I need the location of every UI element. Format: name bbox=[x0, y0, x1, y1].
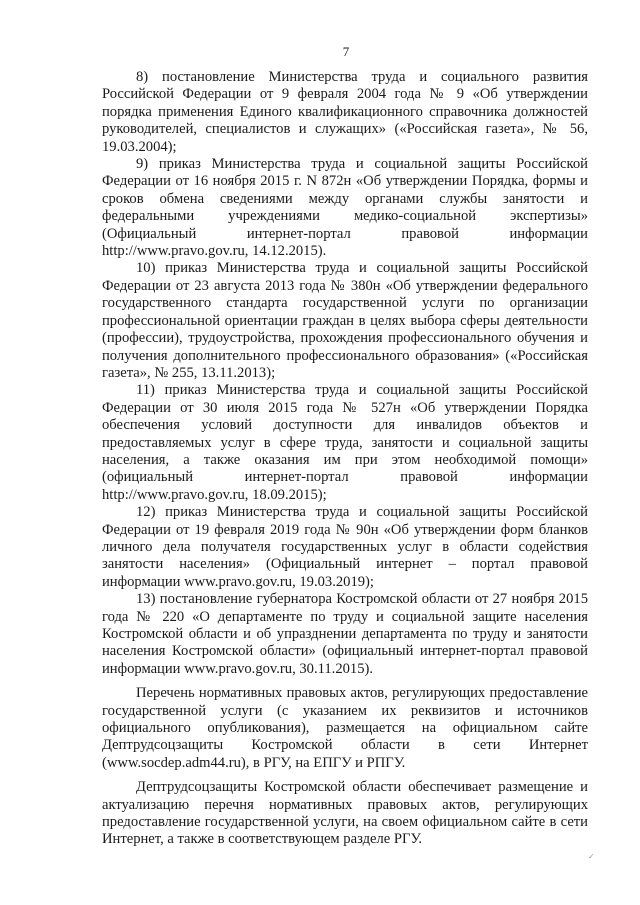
scan-mark: ✓ bbox=[588, 852, 595, 861]
paragraph-item-12: 12) приказ Министерства труда и социальной защиты Российской Федерации от 19 февраля 2019 года № 90н «Об утверждении форм бланков личного дела получателя государственных услуг в области содействия занятости населения» (Официальный интернет – портал правовой информации www.pravo.gov.ru, 19.03.2019); bbox=[102, 504, 588, 590]
paragraph-list-publication: Перечень нормативных правовых актов, регулирующих предоставление государственной услуги (с указанием их реквизитов и источников официального опубликования), размещается на официальном сайте Дептрудсоцзащиты Костромской области в сети Интернет (www.socdep.adm44.ru), в РГУ, на ЕПГУ и РПГУ. bbox=[102, 685, 588, 771]
paragraph-item-10: 10) приказ Министерства труда и социальной защиты Российской Федерации от 23 августа 2013 года № 380н «Об утверждении федерального государственного стандарта государственной услуги по организации профессиональной ориентации граждан в целях выбора сферы деятельности (профессии), трудоустройства, прохождения профессионального обучения и получения дополнительного профессионального образования» («Российская газета», № 255, 13.11.2013); bbox=[102, 260, 588, 381]
paragraph-item-13: 13) постановление губернатора Костромской области от 27 ноября 2015 года № 220 «О департаменте по труду и социальной защите населения Костромской области и об упразднении департамента по труду и занятости населения Костромской области» (официальный интернет-портал правовой информации www.pravo.gov.ru, 30.11.2015). bbox=[102, 591, 588, 677]
paragraph-item-11: 11) приказ Министерства труда и социальной защиты Российской Федерации от 30 июля 2015 года № 527н «Об утверждении Порядка обеспечения условий доступности для инвалидов объектов и предоставляемых услуг в сфере труда, занятости и социальной защиты населения, а также оказания им при этом необходимой помощи» (официальный интернет-портал правовой информации http://www.pravo.gov.ru, 18.09.2015); bbox=[102, 382, 588, 503]
paragraph-item-9: 9) приказ Министерства труда и социальной защиты Российской Федерации от 16 ноября 2015 г. N 872н «Об утверждении Порядка, формы и сроков обмена сведениями между органами службы занятости и федеральными учреждениями медико-социальной экспертизы» (Официальный интернет-портал правовой информации http://www.pravo.gov.ru, 14.12.2015). bbox=[102, 156, 588, 260]
paragraph-item-8: 8) постановление Министерства труда и социального развития Российской Федерации от 9 февраля 2004 года № 9 «Об утверждении порядка применения Единого квалификационного справочника должностей руководителей, специалистов и служащих» («Российская газета», № 56, 19.03.2004); bbox=[102, 69, 588, 155]
paragraph-list-maintenance: Дептрудсоцзащиты Костромской области обеспечивает размещение и актуализацию перечня нормативных правовых актов, регулирующих предоставление государственной услуги, на своем официальном сайте в сети Интернет, а также в соответствующем разделе РГУ. bbox=[102, 779, 588, 848]
document-body bbox=[102, 69, 588, 849]
page-number: 7 bbox=[342, 44, 350, 59]
